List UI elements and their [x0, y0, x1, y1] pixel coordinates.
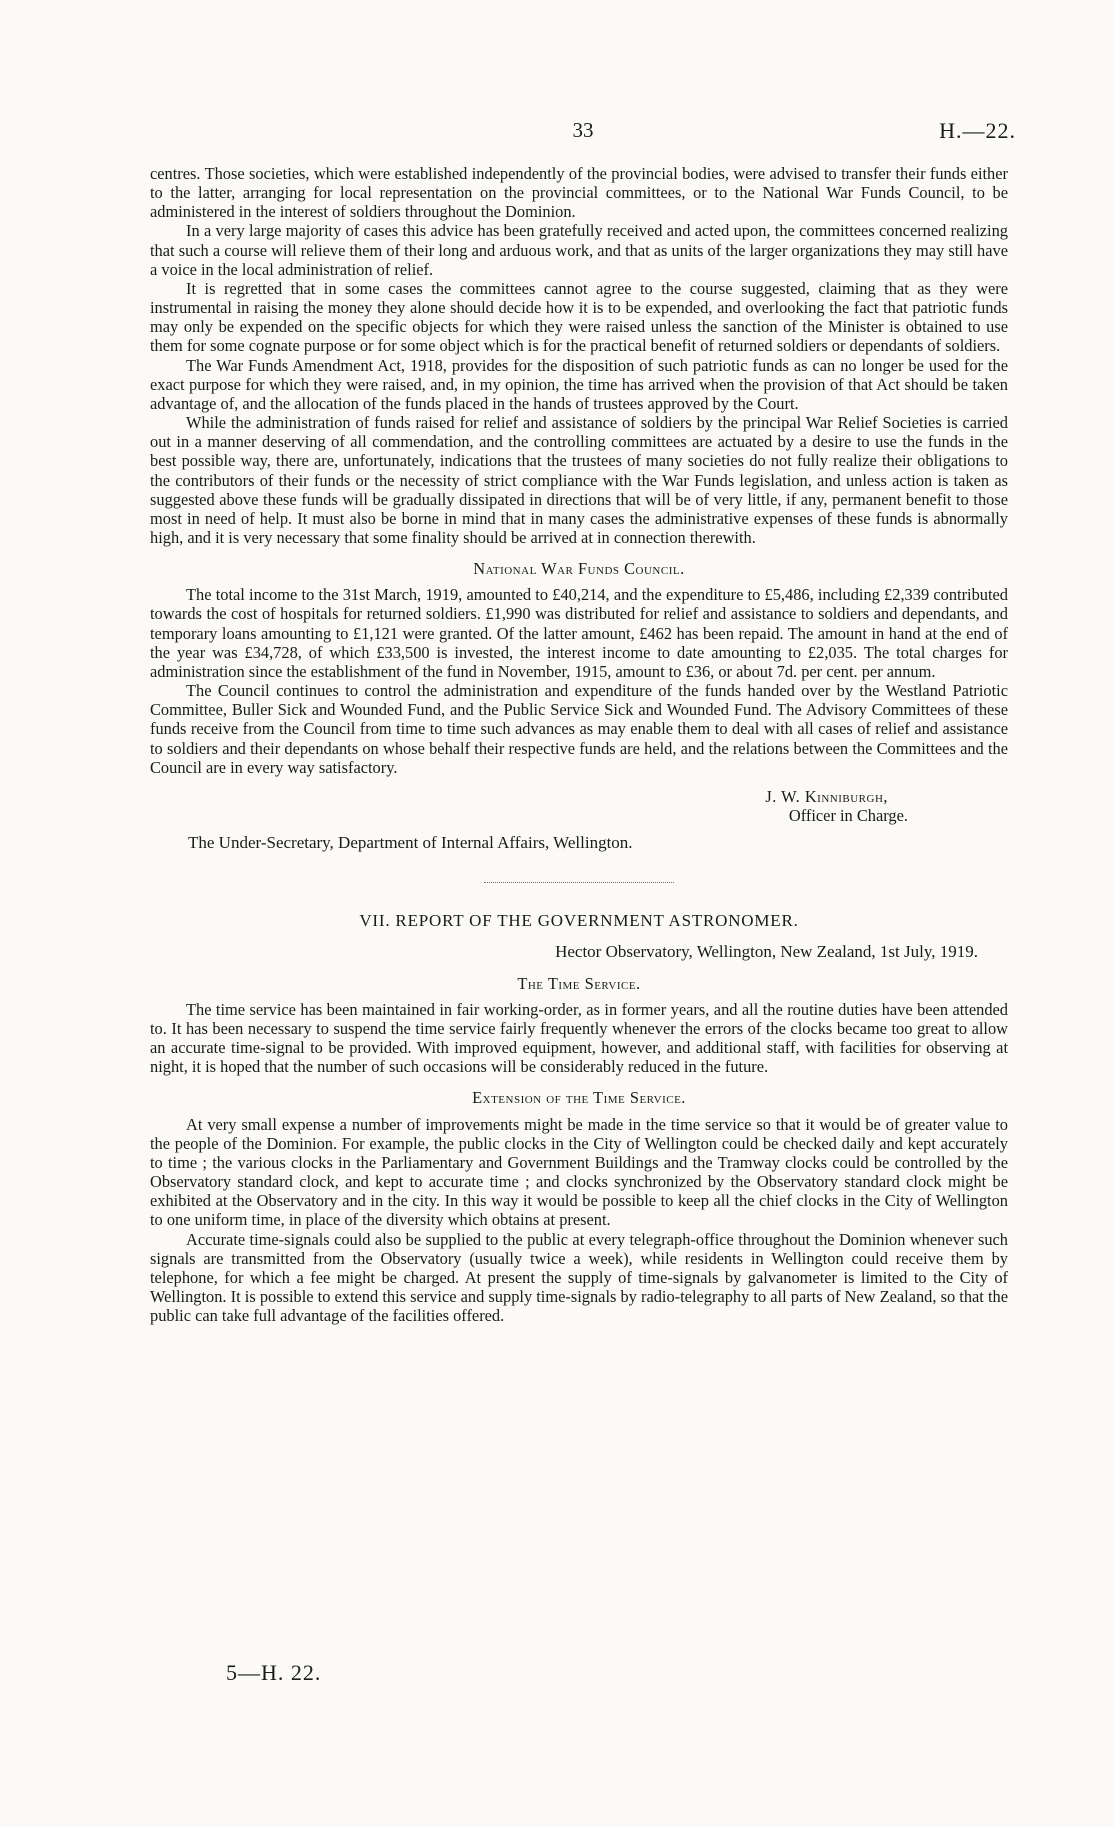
paragraph: At very small expense a number of improvements might be made in the time service so that it would be of greater value to the people of the Dominion. For example, the public clocks in the City of Wellington could be checked daily and kept accurately to time ; the various clocks in the Parliamentary and Government Buildings and the Tramway clocks could be controlled by the Observatory standard clock, and kept to accurate time ; and clocks synchronized by the Observatory standard clock might be exhibited at the Observatory and in the city. In this way it would be possible to keep all the chief clocks in the City of Wellington to one uniform time, in place of the diversity which obtains at present. [150, 1114, 1008, 1230]
paragraph: The War Funds Amendment Act, 1918, provides for the disposition of such patriotic funds as can no longer be used for the exact purpose for which they were raised, and, in my opinion, the time has arrived when the provision of that Act should be taken advantage of, and the allocation of the funds placed in the hands of trustees approved by the Court. [150, 355, 1008, 413]
paragraph: centres. Those societies, which were established independently of the provincial bodies, were advised to transfer their funds either to the latter, arranging for local representation on the provincial committees, or to the National War Funds Council, to be administered in the interest of soldiers throughout the Dominion. [150, 164, 1008, 222]
page-body [150, 164, 1008, 1325]
document-reference: H.—22. [939, 118, 1016, 143]
signature-block [150, 787, 1008, 825]
page-number: 33 [572, 118, 594, 142]
page-header [150, 118, 1016, 148]
signatory-title: Officer in Charge. [788, 806, 908, 825]
war-funds-section [150, 164, 1008, 547]
section-divider [484, 882, 674, 883]
signatory-name: J. W. Kinniburgh, [765, 786, 888, 806]
paragraph: Accurate time-signals could also be supplied to the public at every telegraph-office throughout the Dominion whenever such signals are transmitted from the Observatory (usually twice a week), while residents in Wellington could receive them by telephone, for which a fee might be charged. At present the supply of time-signals by galvanometer is limited to the City of Wellington. It is possible to extend this service and supply time-signals by radio-telegraphy to all parts of New Zealand, so that the public can take full advantage of the facilities offered. [150, 1229, 1008, 1326]
astronomer-report [150, 911, 1008, 1325]
paragraph: The Council continues to control the administration and expenditure of the funds handed over by the Westland Patriotic Committee, Buller Sick and Wounded Fund, and the Public Service Sick and Wounded Fund. The Advisory Committees of these funds receive from the Council from time to time such advances as may enable them to deal with all cases of relief and assistance to soldiers and their dependants on whose behalf their respective funds are held, and the relations between the Committees and the Council are in every way satisfactory. [150, 681, 1008, 777]
paragraph: The total income to the 31st March, 1919, amounted to £40,214, and the expenditure to £5,486, including £2,339 contributed towards the cost of hospitals for returned soldiers. £1,990 was distributed for relief and assistance to soldiers and dependants, and temporary loans amounting to £1,121 were granted. Of the latter amount, £462 has been repaid. The amount in hand at the end of the year was £34,728, of which £33,500 is invested, the interest income to date amounting to £2,035. The total charges for administration since the establishment of the fund in November, 1915, amount to £36, or about 7d. per cent. per annum. [150, 585, 1008, 681]
report-dateline: Hector Observatory, Wellington, New Zealand, 1st July, 1919. [555, 942, 978, 962]
section-heading: National War Funds Council. [473, 559, 685, 579]
addressee: The Under-Secretary, Department of Internal Affairs, Wellington. [188, 833, 633, 853]
paragraph: It is regretted that in some cases the committees cannot agree to the course suggested, claiming that as they were instrumental in raising the money they alone should decide how it is to be expended, and overlooking the fact that patriotic funds may only be expended on the specific objects for which they were raised unless the sanction of the Minister is obtained to use them for some cognate purpose or for some object which is for the practical benefit of returned soldiers or dependants of soldiers. [150, 278, 1008, 356]
paragraph: The time service has been maintained in fair working-order, as in former years, and all the routine duties have been attended to. It has been necessary to suspend the time service fairly frequently whenever the errors of the clocks became too great to allow an accurate time-signal to be provided. With improved equipment, however, and additional staff, with facilities for observing at night, it is hoped that the number of such occasions will be considerably reduced in the future. [150, 999, 1008, 1077]
section-heading: The Time Service. [517, 973, 641, 993]
report-title: VII. REPORT OF THE GOVERNMENT ASTRONOMER. [359, 911, 799, 931]
section-heading: Extension of the Time Service. [472, 1088, 686, 1108]
paragraph: While the administration of funds raised for relief and assistance of soldiers by the principal War Relief Societies is carried out in a manner deserving of all commendation, and the controlling committees are actuated by a desire to use the funds in the best possible way, there are, unfortunately, indications that the trustees of many societies do not fully realize their obligations to the contributors of their funds or the necessity of strict compliance with the War Funds legislation, and unless action is taken as suggested above these funds will be gradually dissipated in directions that will be of very little, if any, permanent benefit to those most in need of help. It must also be borne in mind that in many cases the administrative expenses of these funds is abnormally high, and it is very necessary that some finality should be arrived at in connection therewith. [150, 413, 1008, 547]
council-section [150, 559, 1008, 852]
sheet-signature: 5—H. 22. [226, 1660, 322, 1685]
paragraph: In a very large majority of cases this advice has been gratefully received and acted upon, the committees concerned realizing that such a course will relieve them of their long and arduous work, and that as units of the larger organizations they may still have a voice in the local administration of relief. [150, 221, 1008, 279]
